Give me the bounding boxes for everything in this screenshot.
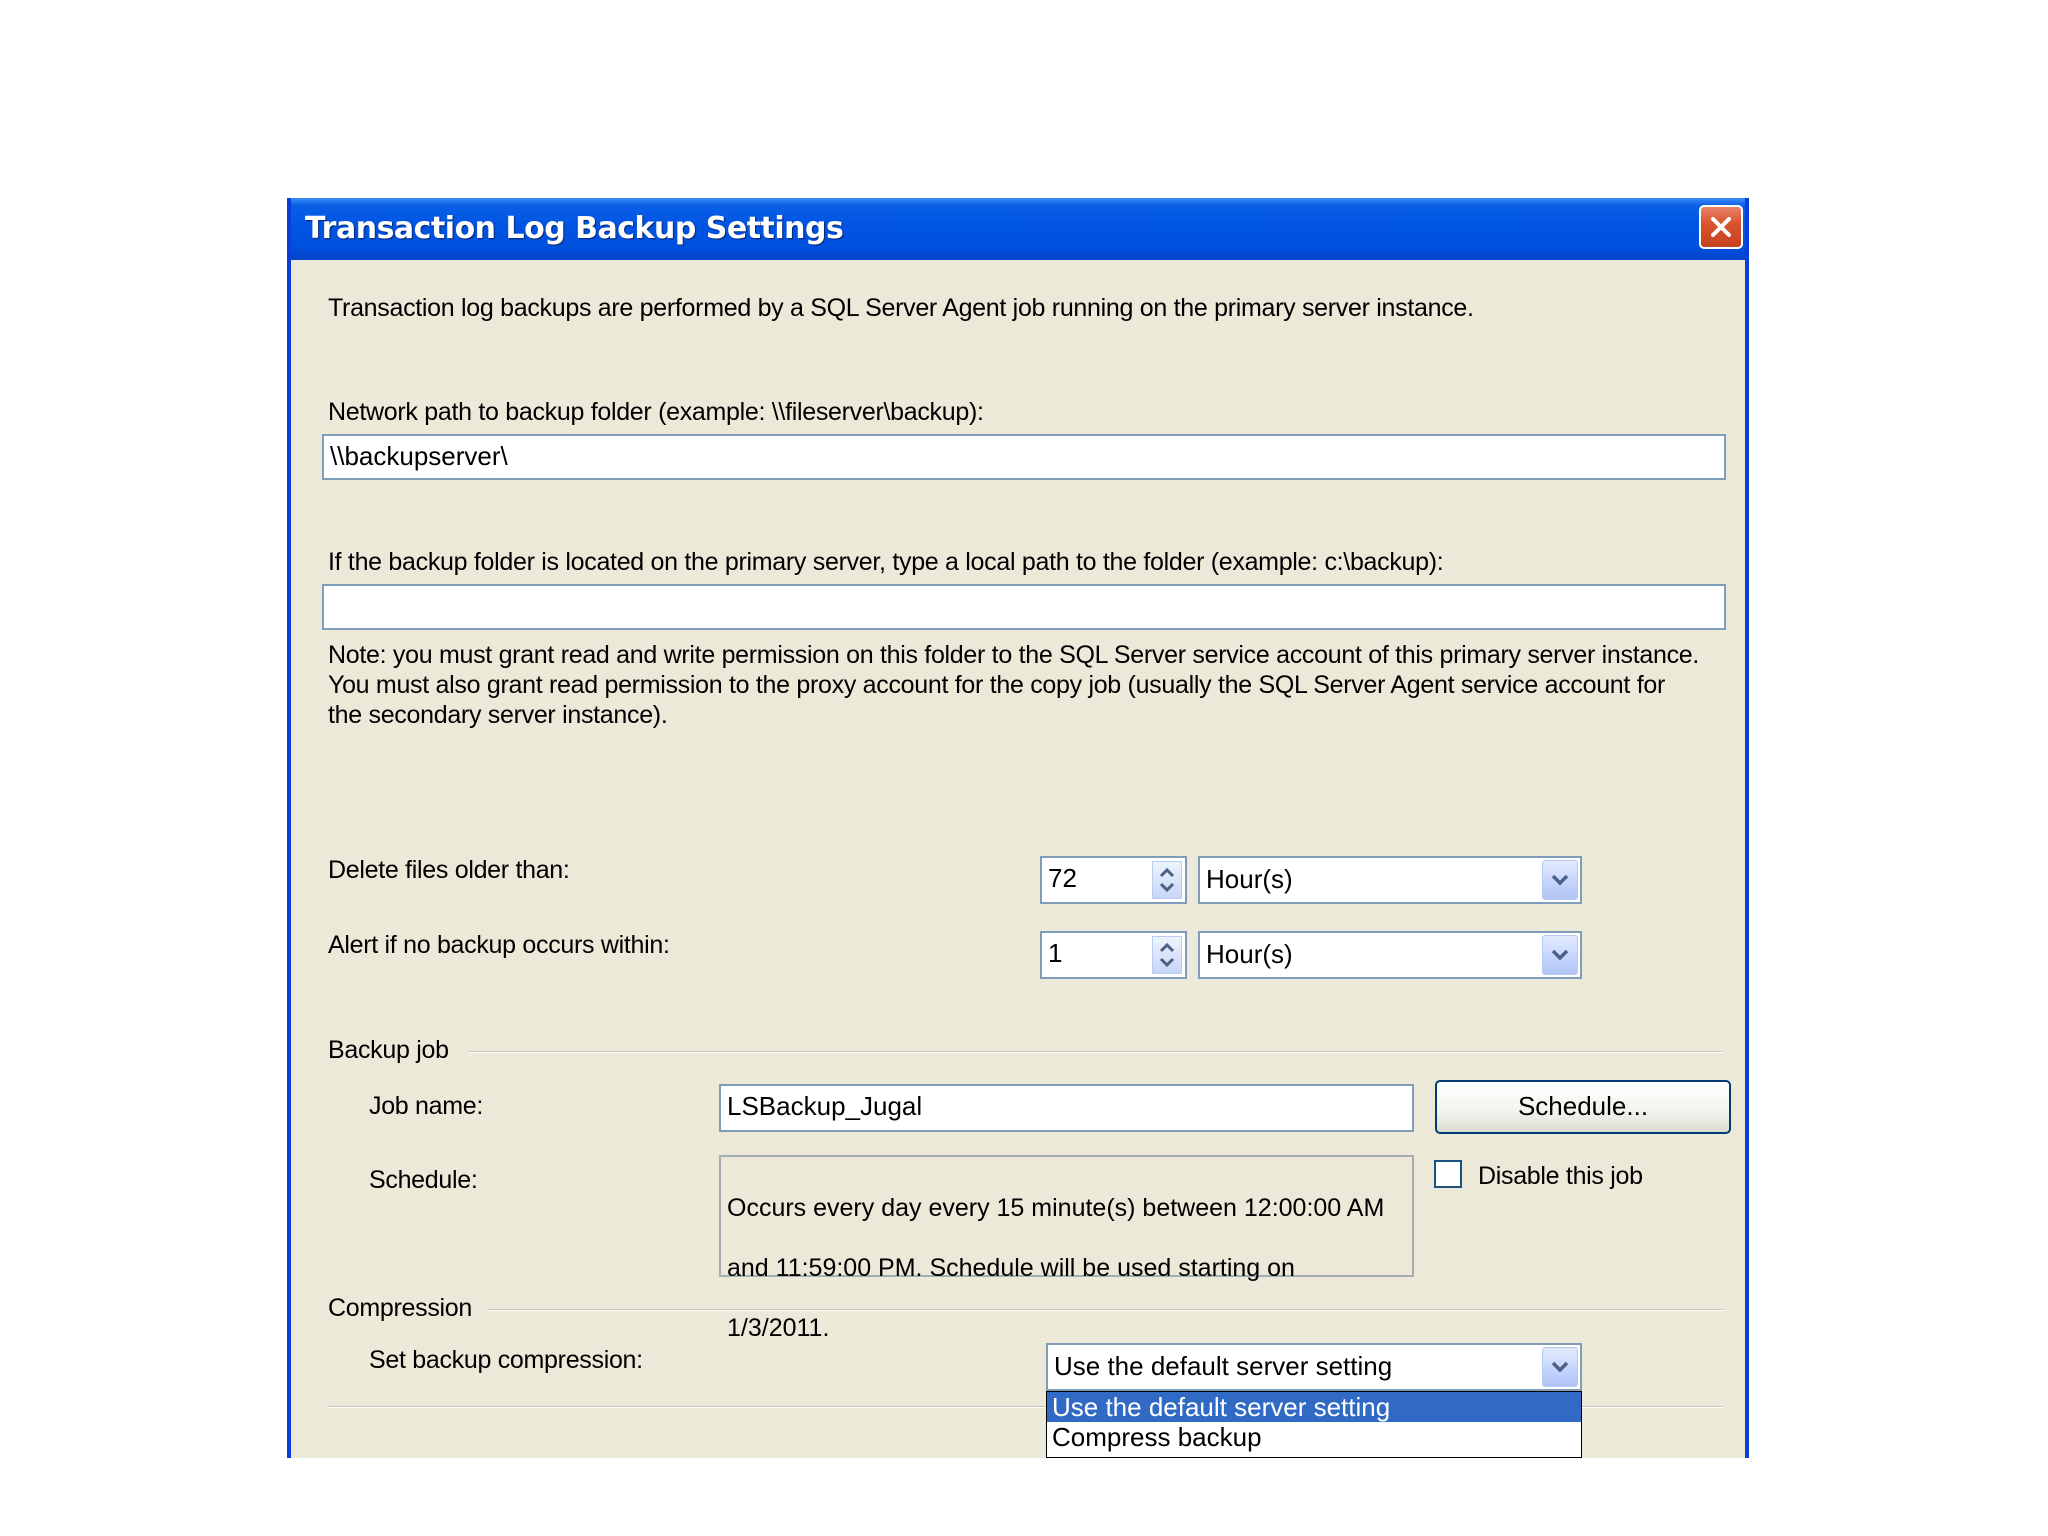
network-path-input[interactable] [322, 434, 1726, 480]
note-line-3: the secondary server instance). [328, 701, 668, 729]
schedule-line-1: Occurs every day every 15 minute(s) between 12:00:00 AM [727, 1194, 1385, 1222]
delete-files-unit-dropdown-button[interactable] [1542, 860, 1578, 900]
chevron-down-icon [1551, 1358, 1569, 1376]
local-path-input[interactable] [322, 584, 1726, 630]
schedule-line-2: and 11:59:00 PM. Schedule will be used starting on [727, 1254, 1295, 1282]
title-bar[interactable] [291, 198, 1745, 260]
delete-files-spinner[interactable] [1040, 856, 1187, 904]
schedule-label: Schedule: [369, 1166, 478, 1194]
disable-job-checkbox[interactable] [1434, 1160, 1462, 1188]
compression-option-default[interactable]: Use the default server setting [1047, 1392, 1581, 1422]
chevron-down-icon [1551, 946, 1569, 964]
job-name-input[interactable] [719, 1084, 1414, 1132]
backup-compression-options-list[interactable] [1046, 1391, 1582, 1458]
schedule-line-3: 1/3/2011. [727, 1314, 830, 1342]
alert-unit-dropdown-button[interactable] [1542, 935, 1578, 975]
delete-files-unit-select[interactable] [1198, 856, 1582, 904]
delete-files-label: Delete files older than: [328, 856, 570, 884]
local-path-label: If the backup folder is located on the primary server, type a local path to the folder (example: c:\backup): [328, 548, 1444, 576]
backup-compression-label: Set backup compression: [369, 1346, 643, 1374]
schedule-description-box [719, 1155, 1414, 1342]
compression-group-label: Compression [328, 1294, 472, 1322]
close-button[interactable] [1699, 205, 1743, 249]
alert-unit-select[interactable] [1198, 931, 1582, 979]
window-title: Transaction Log Backup Settings [305, 211, 844, 246]
alert-spinner[interactable] [1040, 931, 1187, 979]
backup-job-group-label: Backup job [328, 1036, 449, 1064]
spin-up-down-icon [1153, 862, 1181, 898]
delete-files-spin-buttons[interactable] [1152, 861, 1182, 899]
delete-files-value: 72 [1048, 863, 1077, 893]
spin-up-down-icon [1153, 937, 1181, 973]
alert-spin-buttons[interactable] [1152, 936, 1182, 974]
note-line-2: You must also grant read permission to the proxy account for the copy job (usually the SQL Server Agent service account for [328, 671, 1665, 699]
dialog-window [287, 198, 1749, 1458]
disable-job-label[interactable]: Disable this job [1478, 1162, 1643, 1190]
compression-divider [488, 1309, 1723, 1311]
network-path-value: \\backupserver\ [330, 441, 508, 471]
delete-files-unit: Hour(s) [1206, 864, 1293, 894]
alert-unit: Hour(s) [1206, 939, 1293, 969]
schedule-button[interactable]: Schedule... [1435, 1080, 1731, 1134]
alert-label: Alert if no backup occurs within: [328, 931, 670, 959]
backup-compression-value: Use the default server setting [1054, 1351, 1393, 1381]
backup-job-divider [468, 1051, 1723, 1053]
close-icon [1709, 215, 1733, 239]
compression-option-compress[interactable]: Compress backup [1052, 1422, 1262, 1452]
network-path-label: Network path to backup folder (example: \\fileserver\backup): [328, 398, 984, 426]
job-name-label: Job name: [369, 1092, 484, 1120]
intro-text: Transaction log backups are performed by a SQL Server Agent job running on the primary server instance. [328, 294, 1474, 322]
chevron-down-icon [1551, 871, 1569, 889]
backup-compression-select[interactable] [1046, 1343, 1582, 1391]
note-line-1: Note: you must grant read and write permission on this folder to the SQL Server service account of this primary server instance. [328, 641, 1700, 669]
alert-value: 1 [1048, 938, 1063, 968]
backup-compression-dropdown-button[interactable] [1542, 1347, 1578, 1387]
job-name-value: LSBackup_Jugal [727, 1091, 923, 1121]
